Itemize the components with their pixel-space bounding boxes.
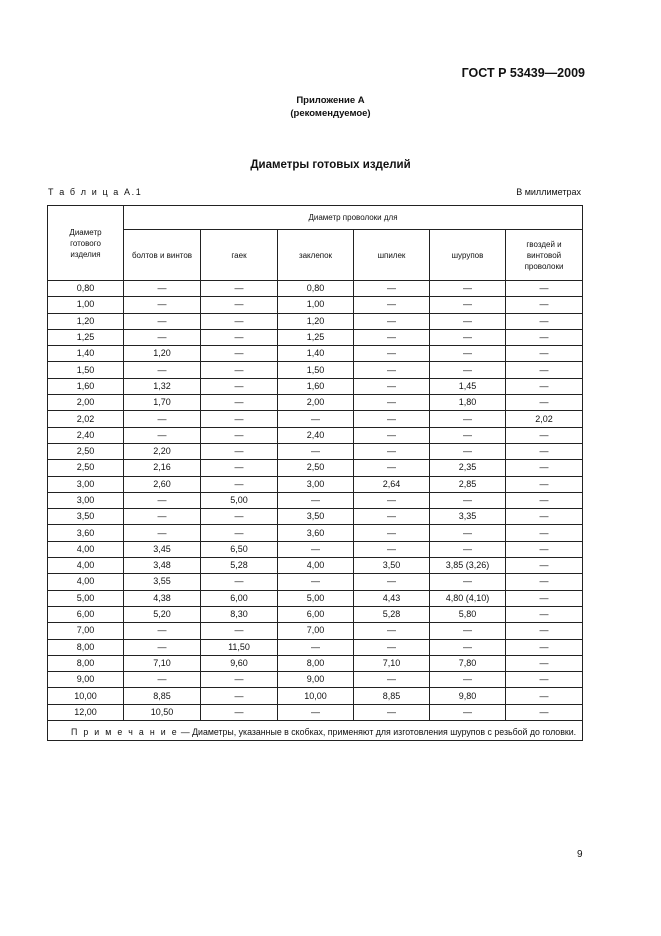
wire-diameter-cell: — [430, 492, 506, 508]
wire-diameter-cell: — [354, 395, 430, 411]
table-row [48, 688, 583, 704]
header-finished-diameter: Диаметр готового изделия [48, 206, 124, 281]
wire-diameter-cell: — [354, 492, 430, 508]
wire-diameter-cell: — [506, 492, 583, 508]
appendix-status: (рекомендуемое) [290, 108, 371, 119]
wire-diameter-cell: 2,20 [124, 443, 201, 459]
table-row [48, 281, 583, 297]
wire-diameter-cell: 5,00 [201, 492, 278, 508]
wire-diameter-cell: 6,00 [201, 590, 278, 606]
wire-diameter-cell: — [354, 541, 430, 557]
wire-diameter-cell: — [124, 672, 201, 688]
wire-diameter-cell: 3,00 [278, 476, 354, 492]
table-note [48, 721, 583, 741]
table-row [48, 639, 583, 655]
wire-diameter-cell: 2,16 [124, 460, 201, 476]
wire-diameter-cell: — [506, 443, 583, 459]
wire-diameter-cell: 1,45 [430, 378, 506, 394]
wire-diameter-cell: 4,80 (4,10) [430, 590, 506, 606]
wire-diameter-cell: — [201, 362, 278, 378]
wire-diameter-cell: — [124, 492, 201, 508]
wire-diameter-cell: — [201, 395, 278, 411]
wire-diameter-cell: 2,50 [278, 460, 354, 476]
wire-diameter-cell: 6,00 [278, 606, 354, 622]
wire-diameter-cell: — [201, 704, 278, 720]
wire-diameter-cell: — [201, 313, 278, 329]
wire-diameter-cell: — [430, 639, 506, 655]
page-number: 9 [577, 849, 583, 860]
wire-diameter-cell: — [201, 623, 278, 639]
wire-diameter-cell: — [354, 378, 430, 394]
wire-diameter-cell: — [506, 606, 583, 622]
wire-diameter-cell: 8,85 [354, 688, 430, 704]
wire-diameter-cell: 8,00 [278, 655, 354, 671]
wire-diameter-cell: — [354, 313, 430, 329]
finished-diameter-cell: 4,00 [48, 541, 124, 557]
wire-diameter-cell: — [506, 655, 583, 671]
finished-diameter-cell: 5,00 [48, 590, 124, 606]
wire-diameter-cell: — [430, 313, 506, 329]
table-row [48, 558, 583, 574]
wire-diameter-cell: 5,80 [430, 606, 506, 622]
wire-diameter-cell: 2,40 [278, 427, 354, 443]
wire-diameter-cell: 9,80 [430, 688, 506, 704]
table-row [48, 297, 583, 313]
table-row [48, 313, 583, 329]
finished-diameter-cell: 2,50 [48, 460, 124, 476]
wire-diameter-cell: 11,50 [201, 639, 278, 655]
wire-diameter-cell: — [506, 704, 583, 720]
wire-diameter-cell: — [354, 525, 430, 541]
wire-diameter-cell: — [506, 574, 583, 590]
finished-diameter-cell: 6,00 [48, 606, 124, 622]
wire-diameter-cell: 1,00 [278, 297, 354, 313]
table-row [48, 492, 583, 508]
wire-diameter-cell: 4,00 [278, 558, 354, 574]
wire-diameter-cell: — [506, 427, 583, 443]
wire-diameter-cell: — [201, 574, 278, 590]
wire-diameter-cell: — [506, 281, 583, 297]
table-row [48, 606, 583, 622]
finished-diameter-cell: 4,00 [48, 558, 124, 574]
wire-diameter-cell: — [278, 492, 354, 508]
wire-diameter-cell: 1,32 [124, 378, 201, 394]
wire-diameter-cell: 3,50 [278, 509, 354, 525]
wire-diameter-cell: 2,02 [506, 411, 583, 427]
wire-diameter-cell: 4,43 [354, 590, 430, 606]
wire-diameter-cell: 1,50 [278, 362, 354, 378]
wire-diameter-cell: — [278, 443, 354, 459]
table-row [48, 427, 583, 443]
wire-diameter-cell: — [506, 378, 583, 394]
table-label: Т а б л и ц а А.1 [48, 187, 143, 197]
wire-diameter-cell: — [124, 297, 201, 313]
wire-diameter-cell: — [506, 639, 583, 655]
wire-diameter-cell: — [506, 362, 583, 378]
wire-diameter-cell: — [278, 574, 354, 590]
wire-diameter-cell: — [124, 313, 201, 329]
wire-diameter-cell: — [278, 639, 354, 655]
wire-diameter-cell: 3,50 [354, 558, 430, 574]
wire-diameter-cell: — [278, 541, 354, 557]
wire-diameter-cell: — [430, 525, 506, 541]
finished-diameter-cell: 8,00 [48, 639, 124, 655]
wire-diameter-cell: 2,35 [430, 460, 506, 476]
wire-diameter-cell: 0,80 [278, 281, 354, 297]
wire-diameter-cell: 8,30 [201, 606, 278, 622]
wire-diameter-cell: — [354, 443, 430, 459]
wire-diameter-cell: 3,85 (3,26) [430, 558, 506, 574]
wire-diameter-cell: — [124, 525, 201, 541]
finished-diameter-cell: 9,00 [48, 672, 124, 688]
wire-diameter-cell: — [354, 346, 430, 362]
wire-diameter-cell: — [124, 639, 201, 655]
wire-diameter-cell: — [124, 281, 201, 297]
wire-diameter-cell: — [124, 623, 201, 639]
table-row [48, 574, 583, 590]
wire-diameter-cell: 2,60 [124, 476, 201, 492]
finished-diameter-cell: 3,00 [48, 492, 124, 508]
wire-diameter-cell: — [354, 639, 430, 655]
wire-diameter-cell: — [354, 411, 430, 427]
wire-diameter-cell: — [201, 460, 278, 476]
table-row [48, 525, 583, 541]
wire-diameter-cell: 3,55 [124, 574, 201, 590]
finished-diameter-cell: 2,02 [48, 411, 124, 427]
wire-diameter-cell: 5,28 [201, 558, 278, 574]
table-row [48, 395, 583, 411]
wire-diameter-cell: — [201, 427, 278, 443]
wire-diameter-cell: 5,00 [278, 590, 354, 606]
table-row [48, 476, 583, 492]
wire-diameter-cell: — [201, 525, 278, 541]
wire-diameter-cell: 7,10 [354, 655, 430, 671]
wire-diameter-cell: — [506, 558, 583, 574]
wire-diameter-cell: — [354, 509, 430, 525]
wire-diameter-cell: 1,20 [278, 313, 354, 329]
wire-diameter-cell: — [430, 427, 506, 443]
wire-diameter-cell: — [278, 704, 354, 720]
table-row [48, 362, 583, 378]
wire-diameter-cell: — [354, 329, 430, 345]
table-row [48, 590, 583, 606]
finished-diameter-cell: 1,40 [48, 346, 124, 362]
wire-diameter-cell: — [506, 297, 583, 313]
finished-diameter-cell: 0,80 [48, 281, 124, 297]
table-row [48, 623, 583, 639]
wire-diameter-cell: — [506, 590, 583, 606]
column-header: шпилек [354, 230, 430, 281]
wire-diameter-cell: — [430, 346, 506, 362]
table-row [48, 411, 583, 427]
wire-diameter-cell: 5,20 [124, 606, 201, 622]
wire-diameter-cell: — [506, 460, 583, 476]
wire-diameter-cell: — [354, 574, 430, 590]
finished-diameter-cell: 1,50 [48, 362, 124, 378]
wire-diameter-cell: 9,00 [278, 672, 354, 688]
finished-diameter-cell: 1,20 [48, 313, 124, 329]
wire-diameter-cell: — [430, 362, 506, 378]
wire-diameter-cell: — [201, 346, 278, 362]
wire-diameter-cell: — [201, 509, 278, 525]
wire-diameter-cell: 2,85 [430, 476, 506, 492]
wire-diameter-cell: — [124, 329, 201, 345]
table-row [48, 346, 583, 362]
wire-diameter-cell: — [506, 541, 583, 557]
wire-diameter-cell: — [506, 623, 583, 639]
wire-diameter-cell: — [506, 346, 583, 362]
finished-diameter-cell: 10,00 [48, 688, 124, 704]
wire-diameter-cell: — [506, 313, 583, 329]
column-header: заклепок [278, 230, 354, 281]
wire-diameter-cell: — [506, 329, 583, 345]
table-row [48, 655, 583, 671]
wire-diameter-cell: — [506, 476, 583, 492]
finished-diameter-cell: 1,25 [48, 329, 124, 345]
diameters-table [47, 205, 583, 741]
table-row [48, 460, 583, 476]
wire-diameter-cell: — [354, 460, 430, 476]
wire-diameter-cell: — [506, 525, 583, 541]
wire-diameter-cell: 3,60 [278, 525, 354, 541]
wire-diameter-cell: — [430, 411, 506, 427]
wire-diameter-cell: — [124, 411, 201, 427]
wire-diameter-cell: — [201, 688, 278, 704]
wire-diameter-cell: — [430, 443, 506, 459]
table-row [48, 509, 583, 525]
wire-diameter-cell: 1,70 [124, 395, 201, 411]
table-row [48, 672, 583, 688]
column-header: шурупов [430, 230, 506, 281]
wire-diameter-cell: — [430, 574, 506, 590]
wire-diameter-cell: — [201, 672, 278, 688]
wire-diameter-cell: 7,10 [124, 655, 201, 671]
wire-diameter-cell: — [430, 329, 506, 345]
table-row [48, 378, 583, 394]
wire-diameter-cell: — [430, 672, 506, 688]
table-row [48, 541, 583, 557]
finished-diameter-cell: 4,00 [48, 574, 124, 590]
wire-diameter-cell: 1,40 [278, 346, 354, 362]
wire-diameter-cell: 3,45 [124, 541, 201, 557]
wire-diameter-cell: — [506, 672, 583, 688]
wire-diameter-cell: 3,48 [124, 558, 201, 574]
wire-diameter-cell: 5,28 [354, 606, 430, 622]
wire-diameter-cell: 1,60 [278, 378, 354, 394]
wire-diameter-cell: — [201, 378, 278, 394]
finished-diameter-cell: 1,00 [48, 297, 124, 313]
header-wire-diameter: Диаметр проволоки для [124, 206, 583, 230]
wire-diameter-cell: — [430, 281, 506, 297]
finished-diameter-cell: 8,00 [48, 655, 124, 671]
wire-diameter-cell: — [354, 672, 430, 688]
wire-diameter-cell: — [124, 362, 201, 378]
finished-diameter-cell: 3,50 [48, 509, 124, 525]
wire-diameter-cell: — [430, 623, 506, 639]
wire-diameter-cell: — [278, 411, 354, 427]
wire-diameter-cell: 1,25 [278, 329, 354, 345]
wire-diameter-cell: 2,00 [278, 395, 354, 411]
wire-diameter-cell: — [201, 281, 278, 297]
note-text: — Диаметры, указанные в скобках, применяют для изготовления шурупов с резьбой до головки. [178, 727, 577, 738]
wire-diameter-cell: — [124, 509, 201, 525]
wire-diameter-cell: 3,35 [430, 509, 506, 525]
finished-diameter-cell: 3,60 [48, 525, 124, 541]
table-row [48, 443, 583, 459]
wire-diameter-cell: — [201, 329, 278, 345]
wire-diameter-cell: 6,50 [201, 541, 278, 557]
wire-diameter-cell: 4,38 [124, 590, 201, 606]
wire-diameter-cell: — [506, 688, 583, 704]
finished-diameter-cell: 1,60 [48, 378, 124, 394]
wire-diameter-cell: — [506, 395, 583, 411]
wire-diameter-cell: — [506, 509, 583, 525]
wire-diameter-cell: — [430, 704, 506, 720]
wire-diameter-cell: — [201, 297, 278, 313]
wire-diameter-cell: — [354, 704, 430, 720]
wire-diameter-cell: — [354, 427, 430, 443]
wire-diameter-cell: 8,85 [124, 688, 201, 704]
wire-diameter-cell: 7,00 [278, 623, 354, 639]
wire-diameter-cell: — [124, 427, 201, 443]
column-header: гаек [201, 230, 278, 281]
appendix-title: Приложение А [296, 95, 365, 106]
wire-diameter-cell: — [354, 623, 430, 639]
table-row [48, 329, 583, 345]
wire-diameter-cell: — [354, 281, 430, 297]
column-header: гвоздей и винтовой проволоки [506, 230, 583, 281]
wire-diameter-cell: 7,80 [430, 655, 506, 671]
wire-diameter-cell: 1,80 [430, 395, 506, 411]
wire-diameter-cell: — [201, 411, 278, 427]
wire-diameter-cell: — [354, 297, 430, 313]
column-header: болтов и винтов [124, 230, 201, 281]
document-code: ГОСТ Р 53439—2009 [461, 66, 585, 80]
wire-diameter-cell: — [430, 297, 506, 313]
finished-diameter-cell: 2,50 [48, 443, 124, 459]
finished-diameter-cell: 12,00 [48, 704, 124, 720]
page-heading: Диаметры готовых изделий [250, 159, 411, 171]
wire-diameter-cell: — [430, 541, 506, 557]
finished-diameter-cell: 2,00 [48, 395, 124, 411]
wire-diameter-cell: 2,64 [354, 476, 430, 492]
wire-diameter-cell: 1,20 [124, 346, 201, 362]
note-label: П р и м е ч а н и е [71, 727, 179, 738]
table-row [48, 704, 583, 720]
wire-diameter-cell: — [201, 476, 278, 492]
finished-diameter-cell: 2,40 [48, 427, 124, 443]
wire-diameter-cell: 10,50 [124, 704, 201, 720]
table-units: В миллиметрах [516, 187, 581, 197]
wire-diameter-cell: 10,00 [278, 688, 354, 704]
finished-diameter-cell: 3,00 [48, 476, 124, 492]
finished-diameter-cell: 7,00 [48, 623, 124, 639]
wire-diameter-cell: — [354, 362, 430, 378]
wire-diameter-cell: 9,60 [201, 655, 278, 671]
wire-diameter-cell: — [201, 443, 278, 459]
